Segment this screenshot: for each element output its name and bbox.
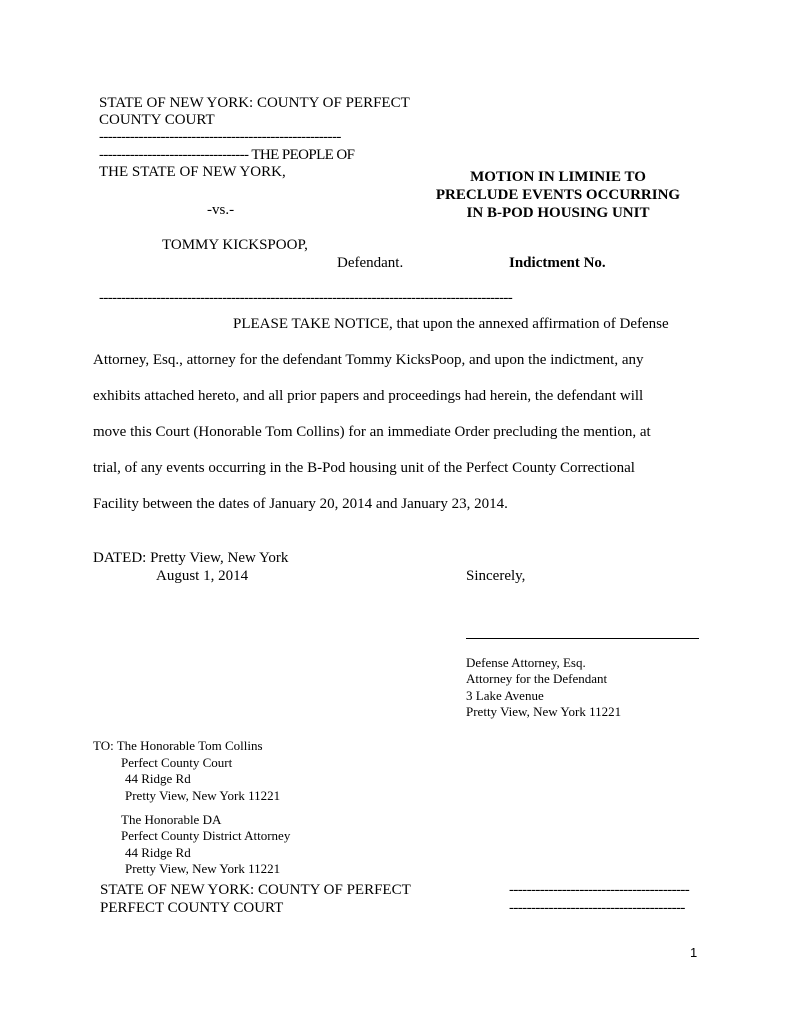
paragraph-line-5: trial, of any events occurring in the B-Pod housing unit of the Perfect County Correctional [93,460,635,476]
recipient-2-line-1: The Honorable DA [121,812,222,827]
footer-court-line-1: STATE OF NEW YORK: COUNTY OF PERFECT [100,882,411,898]
paragraph-line-6: Facility between the dates of January 20, 2014 and January 23, 2014. [93,496,508,512]
recipient-1-line-4: Pretty View, New York 11221 [125,788,281,803]
defendant-name: TOMMY KICKSPOOP, [162,237,308,253]
motion-title-line-1: MOTION IN LIMINIE TO [470,169,646,185]
caption-dash-line: ------------------------------------------------------- [99,129,341,145]
signature-title: Attorney for the Defendant [466,671,608,686]
people-line-1: ---------------------------------- THE PEOPLE OF [99,147,355,163]
motion-title-line-3: IN B-POD HOUSING UNIT [466,205,650,221]
signature-line [466,638,699,639]
paragraph-line-4: move this Court (Honorable Tom Collins) for an immediate Order precluding the mention, at [93,424,651,440]
dated-place: DATED: Pretty View, New York [93,550,289,566]
caption-separator: ---------------------------------------------------------------------------------------------- [99,290,513,306]
page-number: 1 [690,945,698,960]
indictment-number-label: Indictment No. [509,255,606,271]
recipient-2-line-3: 44 Ridge Rd [125,845,191,860]
recipient-1-line-1: TO: The Honorable Tom Collins [93,738,263,753]
dated-date: August 1, 2014 [156,568,249,584]
recipient-1-line-3: 44 Ridge Rd [125,771,191,786]
signature-city: Pretty View, New York 11221 [466,704,622,719]
versus-label: -vs.- [207,202,235,218]
recipient-1-line-2: Perfect County Court [121,755,233,770]
recipient-2-line-2: Perfect County District Attorney [121,828,291,843]
signature-name: Defense Attorney, Esq. [466,655,586,670]
paragraph-line-2: Attorney, Esq., attorney for the defendant Tommy KicksPoop, and upon the indictment, any [93,352,644,368]
paragraph-line-1: PLEASE TAKE NOTICE, that upon the annexed affirmation of Defense [233,316,669,332]
footer-dash-line-2: ---------------------------------------- [509,900,685,916]
recipient-2-line-4: Pretty View, New York 11221 [125,861,281,876]
court-name-line-2: COUNTY COURT [99,112,215,128]
signature-street: 3 Lake Avenue [466,688,544,703]
court-name-line-1: STATE OF NEW YORK: COUNTY OF PERFECT [99,95,410,111]
paragraph-line-3: exhibits attached hereto, and all prior papers and proceedings had herein, the defendant will [93,388,644,404]
footer-dash-line-1: ----------------------------------------- [509,882,690,898]
people-line-2: THE STATE OF NEW YORK, [99,164,286,180]
footer-court-line-2: PERFECT COUNTY COURT [100,900,284,916]
closing-salutation: Sincerely, [466,568,526,584]
defendant-label: Defendant. [337,255,404,271]
motion-title-line-2: PRECLUDE EVENTS OCCURRING [435,187,681,203]
